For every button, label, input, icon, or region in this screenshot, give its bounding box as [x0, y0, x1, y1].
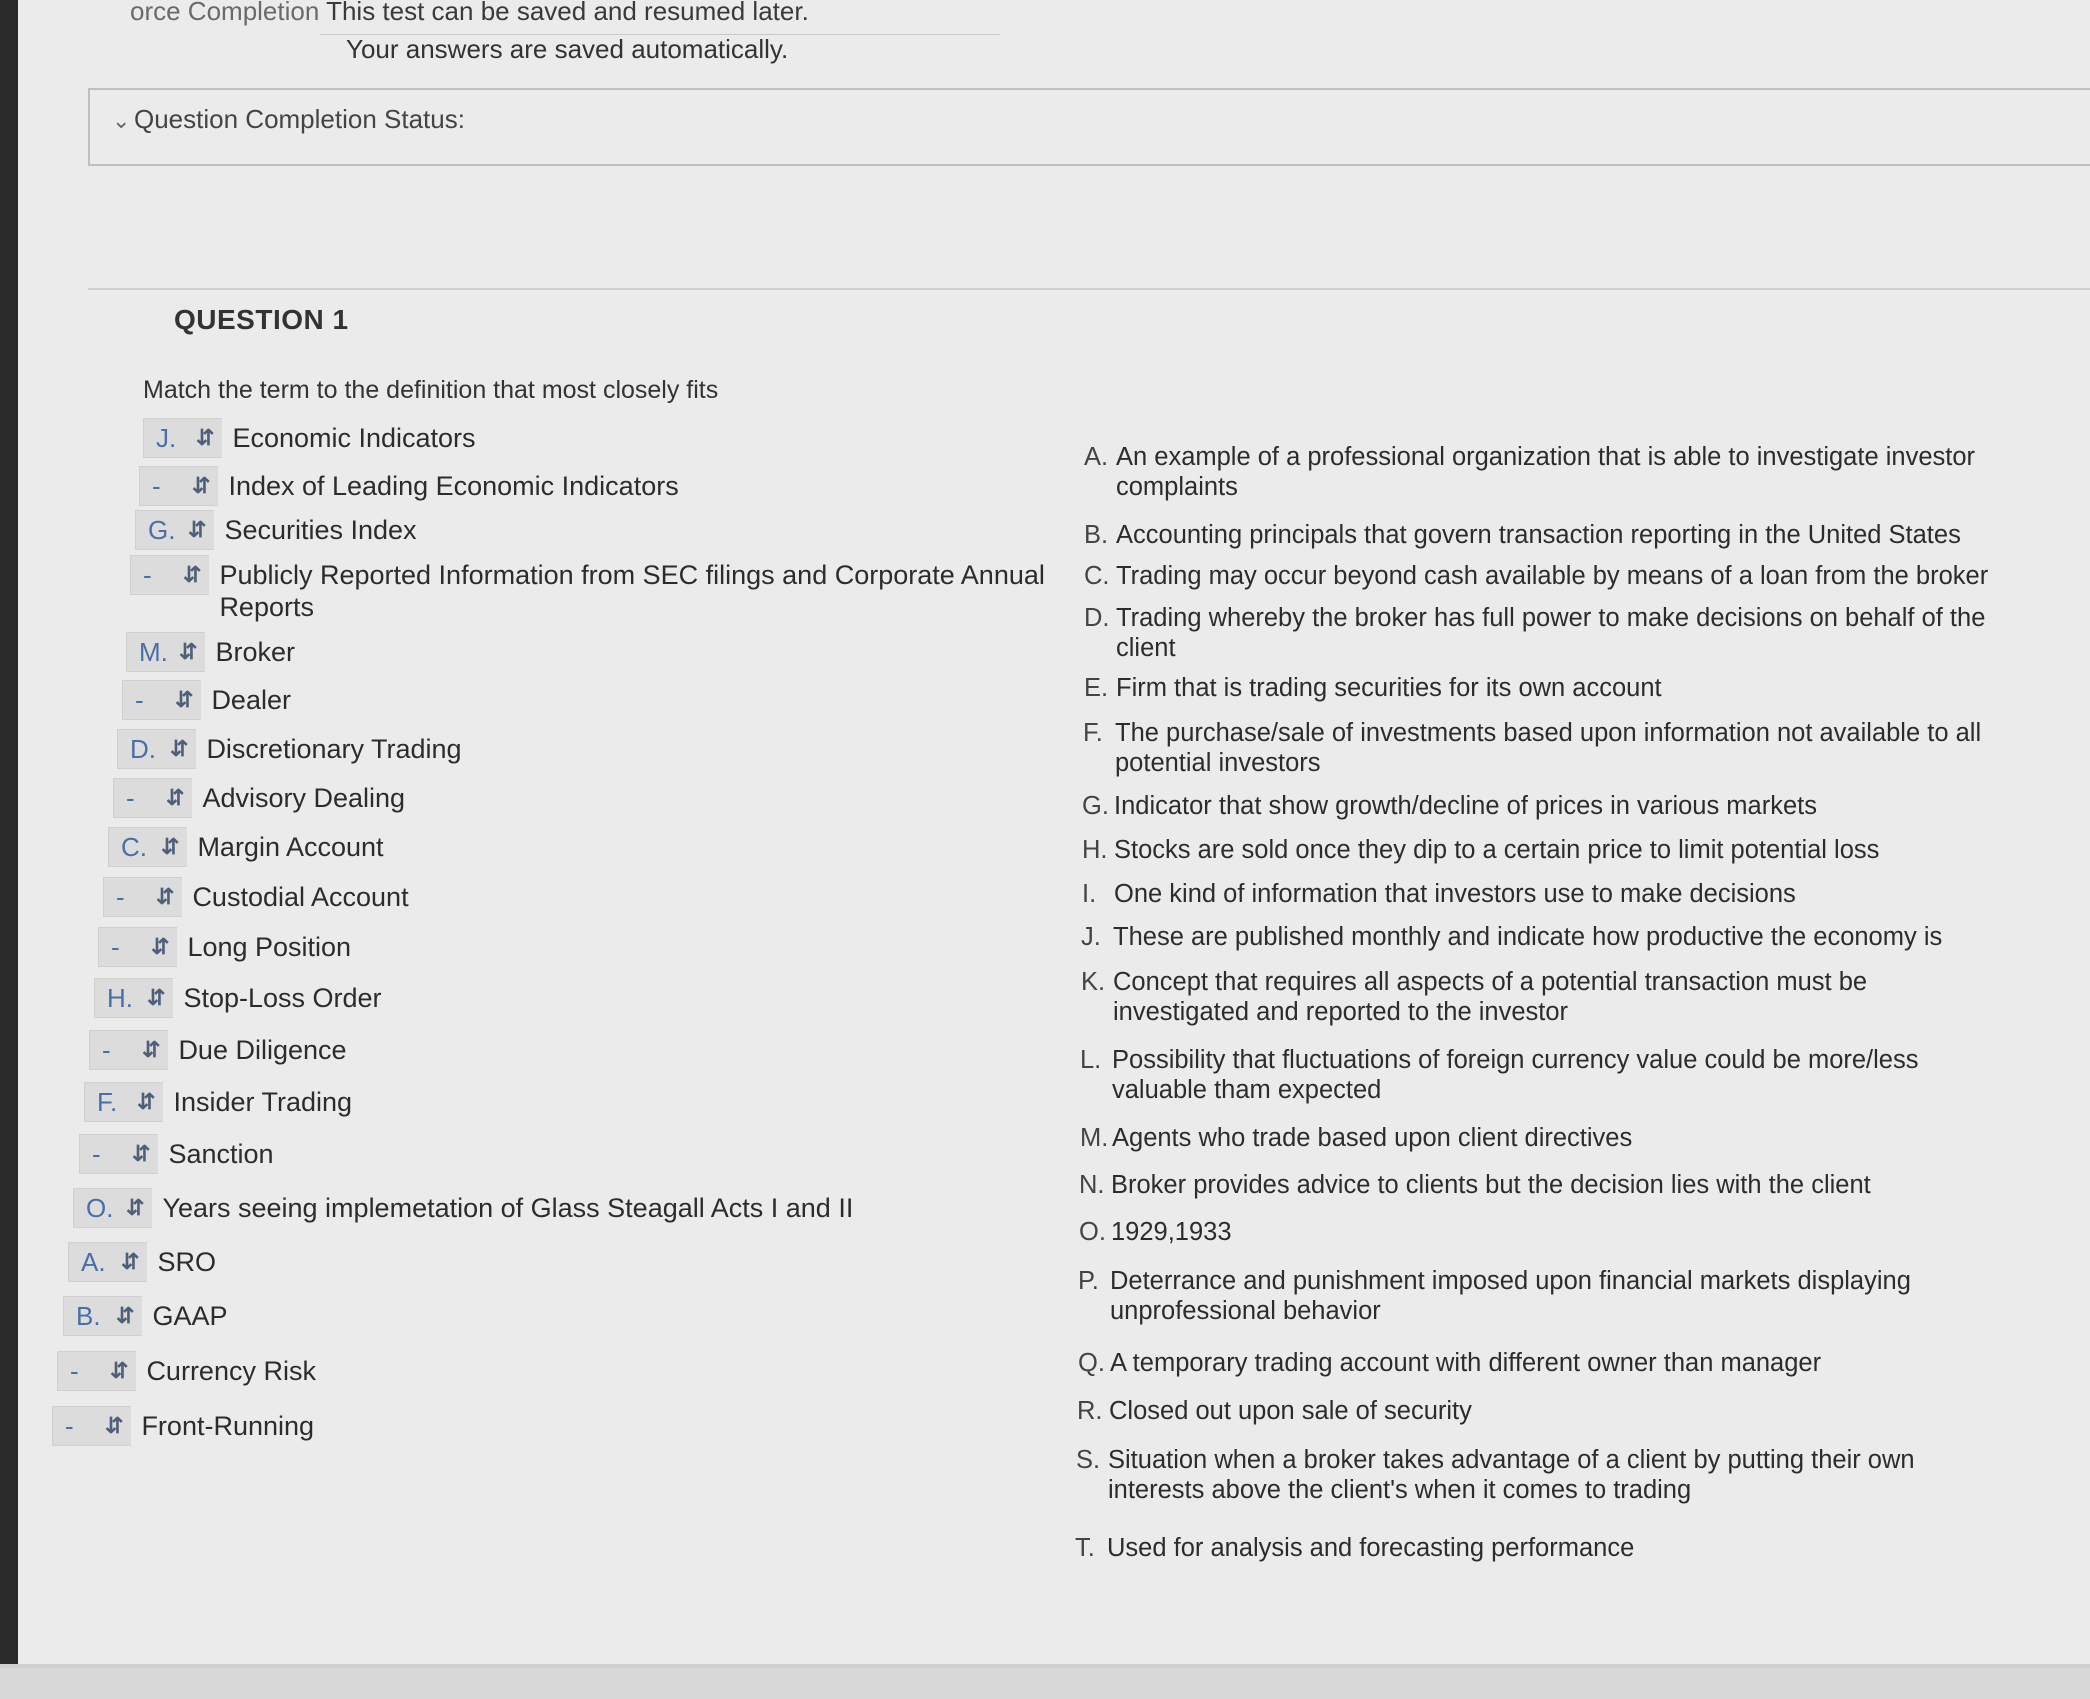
- answer-select[interactable]: [122, 680, 201, 720]
- definition-letter: C.: [1084, 562, 1110, 590]
- up-down-chevron-icon: ⇵: [121, 1249, 140, 1274]
- up-down-chevron-icon: ⇵: [142, 1037, 161, 1062]
- definition-text: Accounting principals that govern transaction reporting in the United States: [1116, 521, 1961, 549]
- term-label: Stop-Loss Order: [183, 983, 382, 1013]
- term-row: [130, 555, 1049, 623]
- definition-letter: K.: [1081, 968, 1106, 996]
- up-down-chevron-icon: ⇵: [151, 934, 170, 959]
- definition-letter: I.: [1082, 880, 1097, 908]
- answer-select[interactable]: [79, 1134, 158, 1174]
- definition-text: Closed out upon sale of security: [1109, 1397, 1472, 1425]
- term-row: [89, 1030, 347, 1070]
- definition-letter: L.: [1080, 1046, 1102, 1074]
- definition-item: [1079, 1170, 1991, 1200]
- select-value: M.: [139, 636, 168, 667]
- definition-text: Concept that requires all aspects of a potential transaction must be investigated and reported to the investor: [1113, 968, 1868, 1026]
- definition-text: 1929,1933: [1111, 1218, 1232, 1246]
- up-down-chevron-icon: ⇵: [196, 425, 215, 450]
- term-row: [68, 1242, 216, 1282]
- answer-select[interactable]: [89, 1030, 168, 1070]
- term-row: [113, 778, 405, 818]
- up-down-chevron-icon: ⇵: [192, 473, 211, 498]
- select-value: -: [152, 470, 161, 501]
- term-label: GAAP: [152, 1301, 228, 1331]
- double-chevron-down-icon[interactable]: ⌄: [112, 108, 131, 133]
- definition-item: [1082, 835, 1994, 865]
- term-label: Front-Running: [141, 1411, 315, 1441]
- definition-text: Indicator that show growth/decline of prices in various markets: [1114, 792, 1817, 820]
- answer-select[interactable]: [130, 555, 209, 595]
- definition-text: One kind of information that investors use to make decisions: [1114, 880, 1796, 908]
- term-row: [52, 1406, 314, 1446]
- definition-item: [1079, 1217, 1991, 1247]
- term-row: [108, 827, 384, 867]
- select-value: O.: [86, 1192, 114, 1223]
- up-down-chevron-icon: ⇵: [105, 1413, 124, 1438]
- term-label: Advisory Dealing: [202, 783, 406, 813]
- select-value: -: [116, 881, 125, 912]
- definition-letter: H.: [1082, 836, 1108, 864]
- answer-select[interactable]: [52, 1406, 131, 1446]
- definition-letter: G.: [1082, 792, 1109, 820]
- definition-text: Trading may occur beyond cash available by means of a loan from the broker: [1116, 562, 1989, 590]
- question-divider: [88, 288, 2090, 290]
- answer-select[interactable]: [108, 827, 187, 867]
- term-row: [143, 418, 476, 458]
- definition-letter: E.: [1084, 674, 1109, 702]
- definition-letter: D.: [1084, 604, 1110, 632]
- select-value: -: [126, 782, 135, 813]
- definition-item: [1081, 922, 1993, 952]
- select-value: D.: [130, 733, 156, 764]
- answer-select[interactable]: [57, 1351, 136, 1391]
- definition-text: Used for analysis and forecasting performance: [1107, 1534, 1635, 1562]
- definition-text: Trading whereby the broker has full power to make decisions on behalf of the client: [1116, 604, 1986, 662]
- term-label: Custodial Account: [192, 882, 409, 912]
- term-row: [126, 632, 295, 672]
- status-label: Question Completion Status:: [134, 104, 465, 134]
- up-down-chevron-icon: ⇵: [183, 562, 202, 587]
- definition-item: [1077, 1396, 1989, 1426]
- up-down-chevron-icon: ⇵: [116, 1303, 135, 1328]
- definition-text: Firm that is trading securities for its own account: [1116, 674, 1662, 702]
- answer-select[interactable]: [73, 1188, 152, 1228]
- term-label: Insider Trading: [173, 1087, 353, 1117]
- select-value: -: [135, 684, 144, 715]
- select-value: J.: [156, 422, 177, 453]
- select-value: A.: [81, 1246, 106, 1277]
- definition-item: [1084, 603, 1996, 663]
- screen-bezel: [0, 0, 18, 1699]
- definition-text: An example of a professional organization that is able to investigate investor complaints: [1116, 443, 1976, 501]
- term-label: Securities Index: [224, 515, 417, 545]
- term-label: Publicly Reported Information from SEC filings and Corporate Annual Reports: [219, 560, 1045, 622]
- select-value: -: [143, 559, 152, 590]
- bottom-band: [0, 1668, 2090, 1699]
- up-down-chevron-icon: ⇵: [132, 1141, 151, 1166]
- term-label: Discretionary Trading: [206, 734, 462, 764]
- answer-select[interactable]: [68, 1242, 147, 1282]
- term-row: [98, 927, 351, 967]
- definition-text: Situation when a broker takes advantage of a client by putting their own interests above the client's when it comes to trading: [1108, 1446, 1915, 1504]
- definition-item: [1075, 1533, 1987, 1563]
- definition-item: [1084, 561, 1996, 591]
- up-down-chevron-icon: ⇵: [170, 736, 189, 761]
- answer-select[interactable]: [117, 729, 196, 769]
- definition-letter: J.: [1081, 923, 1101, 951]
- term-row: [122, 680, 291, 720]
- definition-text: These are published monthly and indicate how productive the economy is: [1113, 923, 1943, 951]
- answer-select[interactable]: [143, 418, 222, 458]
- select-value: F.: [97, 1086, 118, 1117]
- definition-item: [1076, 1445, 1988, 1505]
- definition-item: [1082, 791, 1994, 821]
- definition-item: [1084, 442, 1996, 502]
- select-value: -: [102, 1034, 111, 1065]
- term-row: [135, 510, 417, 550]
- definition-item: [1084, 520, 1996, 550]
- up-down-chevron-icon: ⇵: [147, 985, 166, 1010]
- select-value: C.: [121, 831, 147, 862]
- definition-letter: O.: [1079, 1218, 1106, 1246]
- definition-text: The purchase/sale of investments based upon information not available to all potential investors: [1115, 719, 1982, 777]
- select-value: G.: [148, 514, 176, 545]
- term-label: Margin Account: [197, 832, 384, 862]
- answer-select[interactable]: [84, 1082, 163, 1122]
- up-down-chevron-icon: ⇵: [161, 834, 180, 859]
- definition-item: [1080, 1123, 1992, 1153]
- definition-letter: R.: [1077, 1397, 1103, 1425]
- definition-letter: A.: [1084, 443, 1109, 471]
- select-value: B.: [76, 1300, 101, 1331]
- answer-select[interactable]: [135, 510, 214, 550]
- answer-select[interactable]: [98, 927, 177, 967]
- up-down-chevron-icon: ⇵: [188, 517, 207, 542]
- up-down-chevron-icon: ⇵: [126, 1195, 145, 1220]
- term-label: SRO: [157, 1247, 216, 1277]
- term-row: [139, 466, 679, 506]
- answer-select[interactable]: [126, 632, 205, 672]
- term-row: [63, 1296, 227, 1336]
- question-title: QUESTION 1: [174, 304, 349, 335]
- definition-letter: N.: [1079, 1171, 1105, 1199]
- definition-letter: T.: [1075, 1534, 1095, 1562]
- term-label: Broker: [215, 637, 295, 667]
- question-instructions: Match the term to the definition that most closely fits: [143, 376, 719, 404]
- definition-letter: Q.: [1078, 1349, 1105, 1377]
- term-label: Years seeing implemetation of Glass Steagall Acts I and II: [162, 1193, 854, 1223]
- term-label: Long Position: [187, 932, 352, 962]
- answer-select[interactable]: [94, 978, 173, 1018]
- up-down-chevron-icon: ⇵: [166, 785, 185, 810]
- up-down-chevron-icon: ⇵: [110, 1358, 129, 1383]
- select-value: H.: [107, 982, 133, 1013]
- definition-letter: B.: [1084, 521, 1109, 549]
- autosave-text: Your answers are saved automatically.: [346, 34, 789, 64]
- term-row: [79, 1134, 274, 1174]
- definition-letter: S.: [1076, 1446, 1101, 1474]
- term-row: [57, 1351, 316, 1391]
- answer-select[interactable]: [103, 877, 182, 917]
- term-row: [73, 1188, 853, 1228]
- up-down-chevron-icon: ⇵: [137, 1089, 156, 1114]
- definition-text: Deterrance and punishment imposed upon financial markets displaying unprofessional behavior: [1110, 1267, 1911, 1325]
- answer-select[interactable]: [63, 1296, 142, 1336]
- term-label: Sanction: [168, 1139, 274, 1169]
- select-value: -: [111, 931, 120, 962]
- term-row: [103, 877, 409, 917]
- term-label: Dealer: [211, 685, 291, 715]
- definition-text: Broker provides advice to clients but the decision lies with the client: [1111, 1171, 1871, 1199]
- definition-letter: P.: [1078, 1267, 1099, 1295]
- definition-item: [1078, 1266, 1990, 1326]
- answer-select[interactable]: [113, 778, 192, 818]
- definition-item: [1081, 967, 1993, 1027]
- up-down-chevron-icon: ⇵: [179, 639, 198, 664]
- term-label: Currency Risk: [146, 1356, 316, 1386]
- term-row: [94, 978, 382, 1018]
- question-completion-status[interactable]: [88, 88, 2090, 166]
- definition-item: [1084, 673, 1996, 703]
- term-row: [84, 1082, 352, 1122]
- term-label: Economic Indicators: [232, 423, 476, 453]
- definition-letter: F.: [1083, 719, 1103, 747]
- select-value: -: [70, 1355, 79, 1386]
- select-value: -: [92, 1138, 101, 1169]
- save-later-text: orce Completion This test can be saved and resumed later.: [130, 0, 809, 26]
- answer-select[interactable]: [139, 466, 218, 506]
- definition-letter: M.: [1080, 1124, 1109, 1152]
- definition-text: Agents who trade based upon client directives: [1112, 1124, 1633, 1152]
- up-down-chevron-icon: ⇵: [175, 687, 194, 712]
- definition-item: [1080, 1045, 1992, 1105]
- term-label: Due Diligence: [178, 1035, 347, 1065]
- definition-item: [1083, 718, 1995, 778]
- definition-item: [1082, 879, 1994, 909]
- definition-text: A temporary trading account with different owner than manager: [1110, 1349, 1822, 1377]
- definition-text: Possibility that fluctuations of foreign currency value could be more/less valuable tham expected: [1112, 1046, 1919, 1104]
- up-down-chevron-icon: ⇵: [156, 884, 175, 909]
- select-value: -: [65, 1410, 74, 1441]
- term-label: Index of Leading Economic Indicators: [228, 471, 679, 501]
- term-row: [117, 729, 462, 769]
- definition-text: Stocks are sold once they dip to a certain price to limit potential loss: [1114, 836, 1880, 864]
- definition-item: [1078, 1348, 1990, 1378]
